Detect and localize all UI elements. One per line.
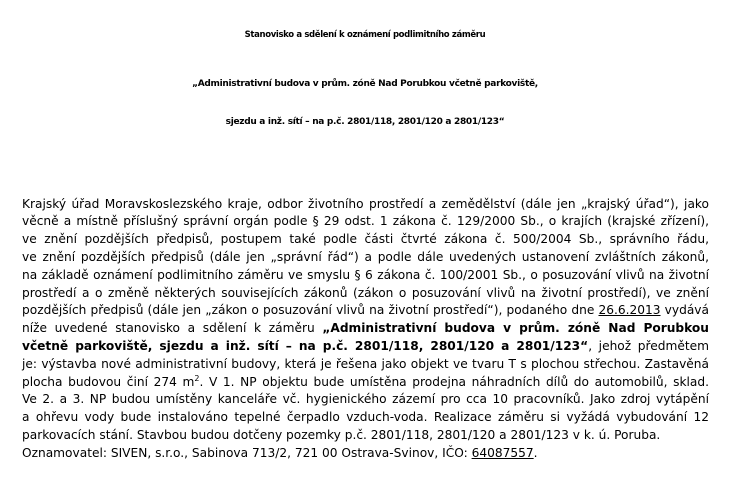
body-line-3: ve znění pozdějších předpisů, postupem také podle části čtvrté zákona č. 500/2004 Sb., správního řádu, [22,232,709,246]
body-line-12: Ve 2. a 3. NP budou umístěny kanceláře vč. hygienického zázemí pro cca 10 pracovníků. Jako zdroj vytápění [22,392,709,406]
body-line-8 [22,320,709,336]
body-line-7-end: vydává [660,303,709,317]
body-line-13: a ohřevu vody bude instalováno tepelné čerpadlo vzduch-voda. Realizace záměru si vyžádá vybudování 12 [22,410,709,424]
body-line-2: věcně a místně příslušný správní orgán podle § 29 odst. 1 zákona č. 129/2000 Sb., o krajích (krajské zřízení), [22,214,709,228]
body-line-9-text: , jehož předmětem [588,339,709,353]
body-line-4: ve znění pozdějších předpisů (dále jen „správní řád“) a podle dále uvedených ustanovení zvláštních zákonů, [22,250,709,264]
body-line-9 [22,338,709,354]
body-line-11-text: plocha budovou činí 274 m [22,375,195,389]
body-line-15 [22,445,709,461]
submission-date: 26.6.2013 [598,303,661,317]
body-line-7-text: pozdějších předpisů (dále jen „zákon o posuzování vlivů na životní prostředí“), podaného dne [22,303,599,317]
body-line-8-text: níže uvedené stanovisko a sdělení k záměru [22,321,323,335]
applicant-ico: 64087557 [471,446,534,460]
body-line-10: je: výstavba nové administrativní budovy, která je řešena jako objekt ve tvaru T s plochou střechou. Zastavěná [22,357,709,371]
project-name-bold-part-1: „Administrativní budova v prům. zóně Nad Porubkou [322,321,709,335]
body-line-6: prostředí a o změně některých souvisejících zákonů (zákon o posuzování vlivů na životní prostředí), ve znění [22,286,709,300]
area-unit-superscript: 2 [194,373,200,383]
applicant-text: Oznamovatel: SIVEN, s.r.o., Sabinova 713/2, 721 00 Ostrava-Svinov, IČO: [22,446,472,460]
project-title-line-1: „Administrativní budova v prům. zóně Nad Porubkou včetně parkoviště, [192,79,538,89]
project-title-line-2: sjezdu a inž. sítí – na p.č. 2801/118, 2801/120 a 2801/123“ [225,117,505,127]
body-line-7 [22,302,709,318]
body-line-11 [22,374,709,390]
body-line-5: na základě oznámení podlimitního záměru ve smyslu § 6 zákona č. 100/2001 Sb., o posuzování vlivů na životní [22,268,709,282]
body-line-1: Krajský úřad Moravskoslezského kraje, odbor životního prostředí a zemědělství (dále jen „krajský úřad“), jako [22,197,709,211]
body-line-11-end: . V 1. NP objektu bude umístěna prodejna náhradních dílů do automobilů, sklad. [199,375,709,389]
project-name-bold-part-2: včetně parkoviště, sjezdu a inž. sítí – na p.č. 2801/118, 2801/120 a 2801/123“ [22,339,589,353]
document-title: Stanovisko a sdělení k oznámení podlimitního záměru [244,30,486,40]
body-line-15-end: . [533,446,538,460]
body-line-14: parkovacích stání. Stavbou budou dotčeny pozemky p.č. 2801/118, 2801/120 a 2801/123 v k. ú. Poruba. [22,428,661,442]
